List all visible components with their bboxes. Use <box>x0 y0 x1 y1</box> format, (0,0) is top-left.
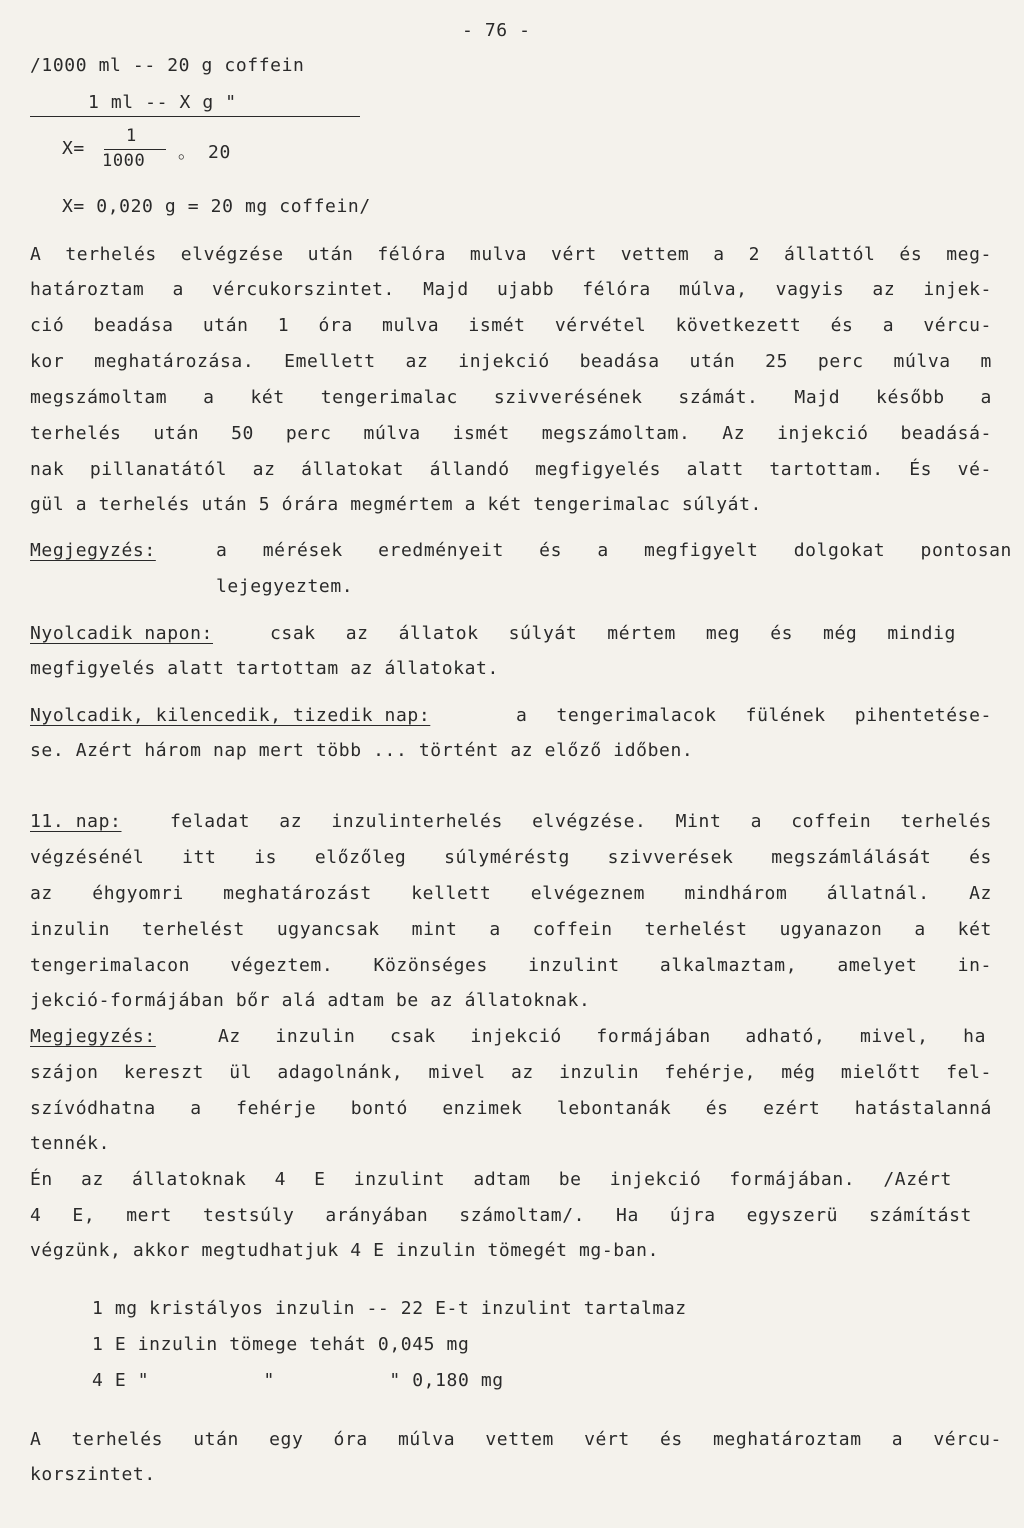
paragraph-1-line: ció beadása után 1 óra mulva ismét vérvétel következett és a vércu- <box>30 315 992 336</box>
fraction-numerator: 1 <box>126 126 137 146</box>
note-2-line: szívódhatna a fehérje bontó enzimek lebontanák és ezért hatástalanná <box>30 1098 992 1119</box>
note-1-text: lejegyeztem. <box>216 576 354 597</box>
paragraph-1-line: megszámoltam a két tengerimalac szivverésének számát. Majd később a <box>30 387 992 408</box>
day-8-label: Nyolcadik napon: <box>30 623 213 644</box>
note-2-line: szájon kereszt ül adagolnánk, mivel az inzulin fehérje, még mielőtt fel- <box>30 1062 992 1083</box>
paragraph-1-line: nak pillanatától az állatokat állandó megfigyelés alatt tartottam. És vé- <box>30 459 992 480</box>
formula-result: X= 0,020 g = 20 mg coffein/ <box>62 196 371 217</box>
note-1-text: a mérések eredményeit és a megfigyelt dolgokat pontosan <box>216 540 1012 561</box>
note-1-label: Megjegyzés: <box>30 540 156 561</box>
final-line: A terhelés után egy óra múlva vettem vért és meghatároztam a vércu- <box>30 1429 1002 1450</box>
formula-rule <box>30 116 360 117</box>
fraction-bar <box>104 149 166 150</box>
note-2-label: Megjegyzés: <box>30 1026 156 1047</box>
day-11-line: jekció-formájában bőr alá adtam be az állatoknak. <box>30 990 591 1011</box>
day-11-line: inzulin terhelést ugyancsak mint a coffein terhelést ugyanazon a két <box>30 919 992 940</box>
paragraph-1-line: határoztam a vércukorszintet. Majd ujabb félóra múlva, vagyis az injek- <box>30 279 992 300</box>
day-11-line: tengerimalacon végeztem. Közönséges inzulint alkalmaztam, amelyet in- <box>30 955 992 976</box>
paragraph-1-line: terhelés után 50 perc múlva ismét megszámoltam. Az injekció beadásá- <box>30 423 992 444</box>
formula-multiplier: 。 20 <box>178 142 231 163</box>
days-8-10-text: a tengerimalacok fülének pihentetése- <box>516 705 992 726</box>
calc-line: 4 E " " " 0,180 mg <box>92 1370 504 1391</box>
days-8-10-text: se. Azért három nap mert több ... történt az előző időben. <box>30 740 694 761</box>
final-line: korszintet. <box>30 1464 156 1485</box>
page-number: - 76 - <box>462 20 531 41</box>
day-11-line: feladat az inzulinterhelés elvégzése. Mint a coffein terhelés <box>170 811 992 832</box>
calc-line: 1 mg kristályos inzulin -- 22 E-t inzulint tartalmaz <box>92 1298 687 1319</box>
day-11-line: végzésénél itt is előzőleg súlyméréstg szivverések megszámlálását és <box>30 847 992 868</box>
calc-line: 1 E inzulin tömege tehát 0,045 mg <box>92 1334 470 1355</box>
formula-x-equals: X= <box>62 138 85 159</box>
formula-line-2: 1 ml -- X g " <box>88 92 237 113</box>
day-8-text: csak az állatok súlyát mértem meg és még mindig <box>270 623 956 644</box>
day-11-label: 11. nap: <box>30 811 122 832</box>
insulin-paragraph-line: végzünk, akkor megtudhatjuk 4 E inzulin tömegét mg-ban. <box>30 1240 660 1261</box>
note-2-line: tennék. <box>30 1133 111 1154</box>
paragraph-1-line: gül a terhelés után 5 órára megmértem a két tengerimalac súlyát. <box>30 494 762 515</box>
note-2-line: Az inzulin csak injekció formájában adható, mivel, ha <box>218 1026 986 1047</box>
paragraph-1-line: A terhelés elvégzése után félóra mulva vért vettem a 2 állattól és meg- <box>30 244 992 265</box>
insulin-paragraph-line: Én az állatoknak 4 E inzulint adtam be injekció formájában. /Azért <box>30 1169 952 1190</box>
days-8-10-label: Nyolcadik, kilencedik, tizedik nap: <box>30 705 431 726</box>
formula-line-1: /1000 ml -- 20 g coffein <box>30 55 305 76</box>
day-11-line: az éhgyomri meghatározást kellett elvégeznem mindhárom állatnál. Az <box>30 883 992 904</box>
paragraph-1-line: kor meghatározása. Emellett az injekció beadása után 25 perc múlva m <box>30 351 992 372</box>
fraction-denominator: 1000 <box>102 151 146 171</box>
insulin-paragraph-line: 4 E, mert testsúly arányában számoltam/. Ha újra egyszerü számítást <box>30 1205 972 1226</box>
day-8-text: megfigyelés alatt tartottam az állatokat. <box>30 658 499 679</box>
